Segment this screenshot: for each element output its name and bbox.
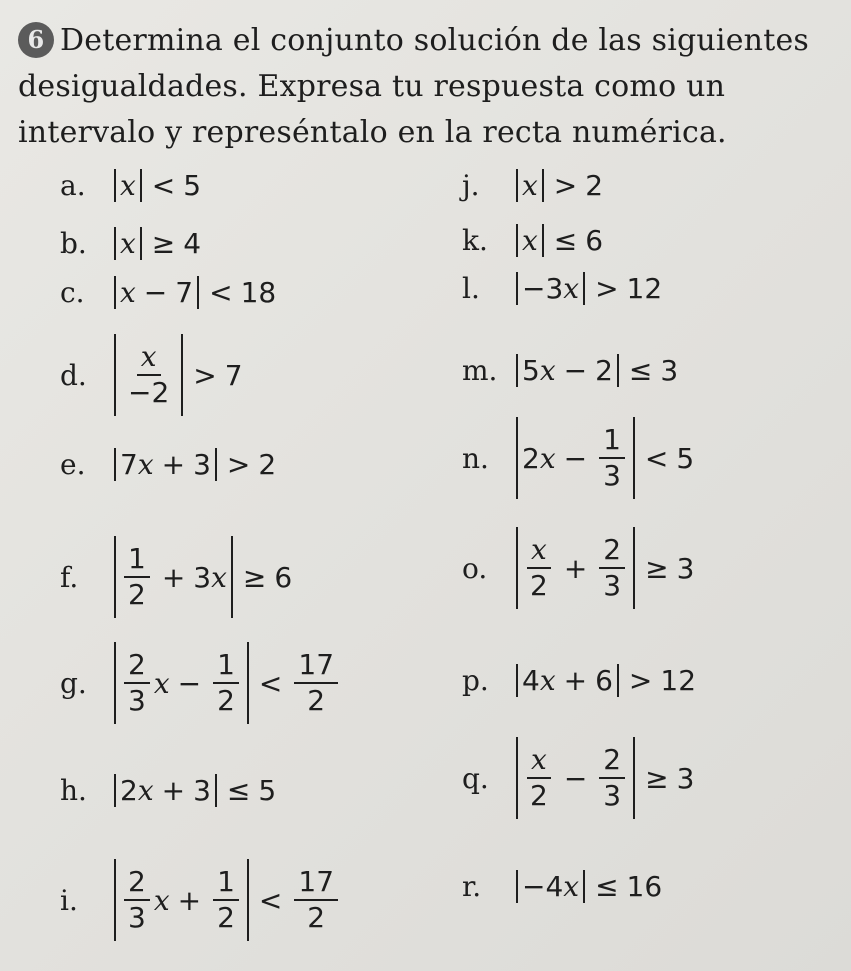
item-letter-q: q. — [462, 761, 489, 795]
item-letter-d: d. — [60, 358, 87, 392]
item-letter-i: i. — [60, 883, 78, 917]
item-expression-o: $\frac{x}{2}$ + $\frac{2}{3}$ ≥ 3 — [514, 528, 694, 608]
item-expression-p: 4 x + 6 > 12 — [514, 650, 696, 710]
item-letter-n: n. — [462, 441, 489, 475]
item-letter-o: o. — [462, 551, 488, 585]
item-letter-k: k. — [462, 223, 488, 257]
item-letter-g: g. — [60, 666, 87, 700]
item-letter-j: j. — [462, 168, 480, 202]
item-letter-h: h. — [60, 773, 87, 807]
item-expression-b: x ≥ 4 — [112, 213, 201, 273]
exercise-instructions: Determina el conjunto solución de las siguientes desigualdades. Expresa tu respuesta como un intervalo y represéntalo en la recta numérica. — [18, 23, 809, 150]
item-expression-q: $\frac{x}{2}$ − $\frac{2}{3}$ ≥ 3 — [514, 738, 694, 818]
item-expression-h: 2 x + 3 ≤ 5 — [112, 760, 276, 820]
item-expression-e: 7 x + 3 > 2 — [112, 434, 276, 494]
item-letter-b: b. — [60, 226, 87, 260]
item-expression-g: $\frac{2}{3}$ x − $\frac{1}{2}$ < $\frac{17}{2}$ — [112, 643, 342, 723]
item-letter-r: r. — [462, 869, 482, 903]
item-expression-j: x > 2 — [514, 155, 603, 215]
item-expression-l: −3 x > 12 — [514, 258, 662, 318]
item-letter-a: a. — [60, 168, 86, 202]
item-expression-k: x ≤ 6 — [514, 210, 603, 270]
item-letter-p: p. — [462, 663, 489, 697]
item-letter-l: l. — [462, 271, 480, 305]
item-expression-c: x − 7 < 18 — [112, 262, 276, 322]
item-expression-a: x < 5 — [112, 155, 201, 215]
item-expression-n: 2 x − $\frac{1}{3}$ < 5 — [514, 418, 694, 498]
exercise-number-badge: 6 — [18, 22, 54, 58]
item-expression-m: 5 x − 2 ≤ 3 — [514, 340, 678, 400]
item-expression-d: $\frac{x}{-2}$ > 7 — [112, 338, 243, 412]
item-letter-f: f. — [60, 560, 79, 594]
exercise-header — [18, 18, 818, 156]
item-letter-m: m. — [462, 353, 498, 387]
item-expression-f: $\frac{1}{2}$ + 3 x ≥ 6 — [112, 537, 292, 617]
item-expression-r: −4 x ≤ 16 — [514, 856, 662, 916]
item-letter-e: e. — [60, 447, 86, 481]
item-letter-c: c. — [60, 275, 85, 309]
item-expression-i: $\frac{2}{3}$ x + $\frac{1}{2}$ < $\frac{17}{2}$ — [112, 860, 342, 940]
